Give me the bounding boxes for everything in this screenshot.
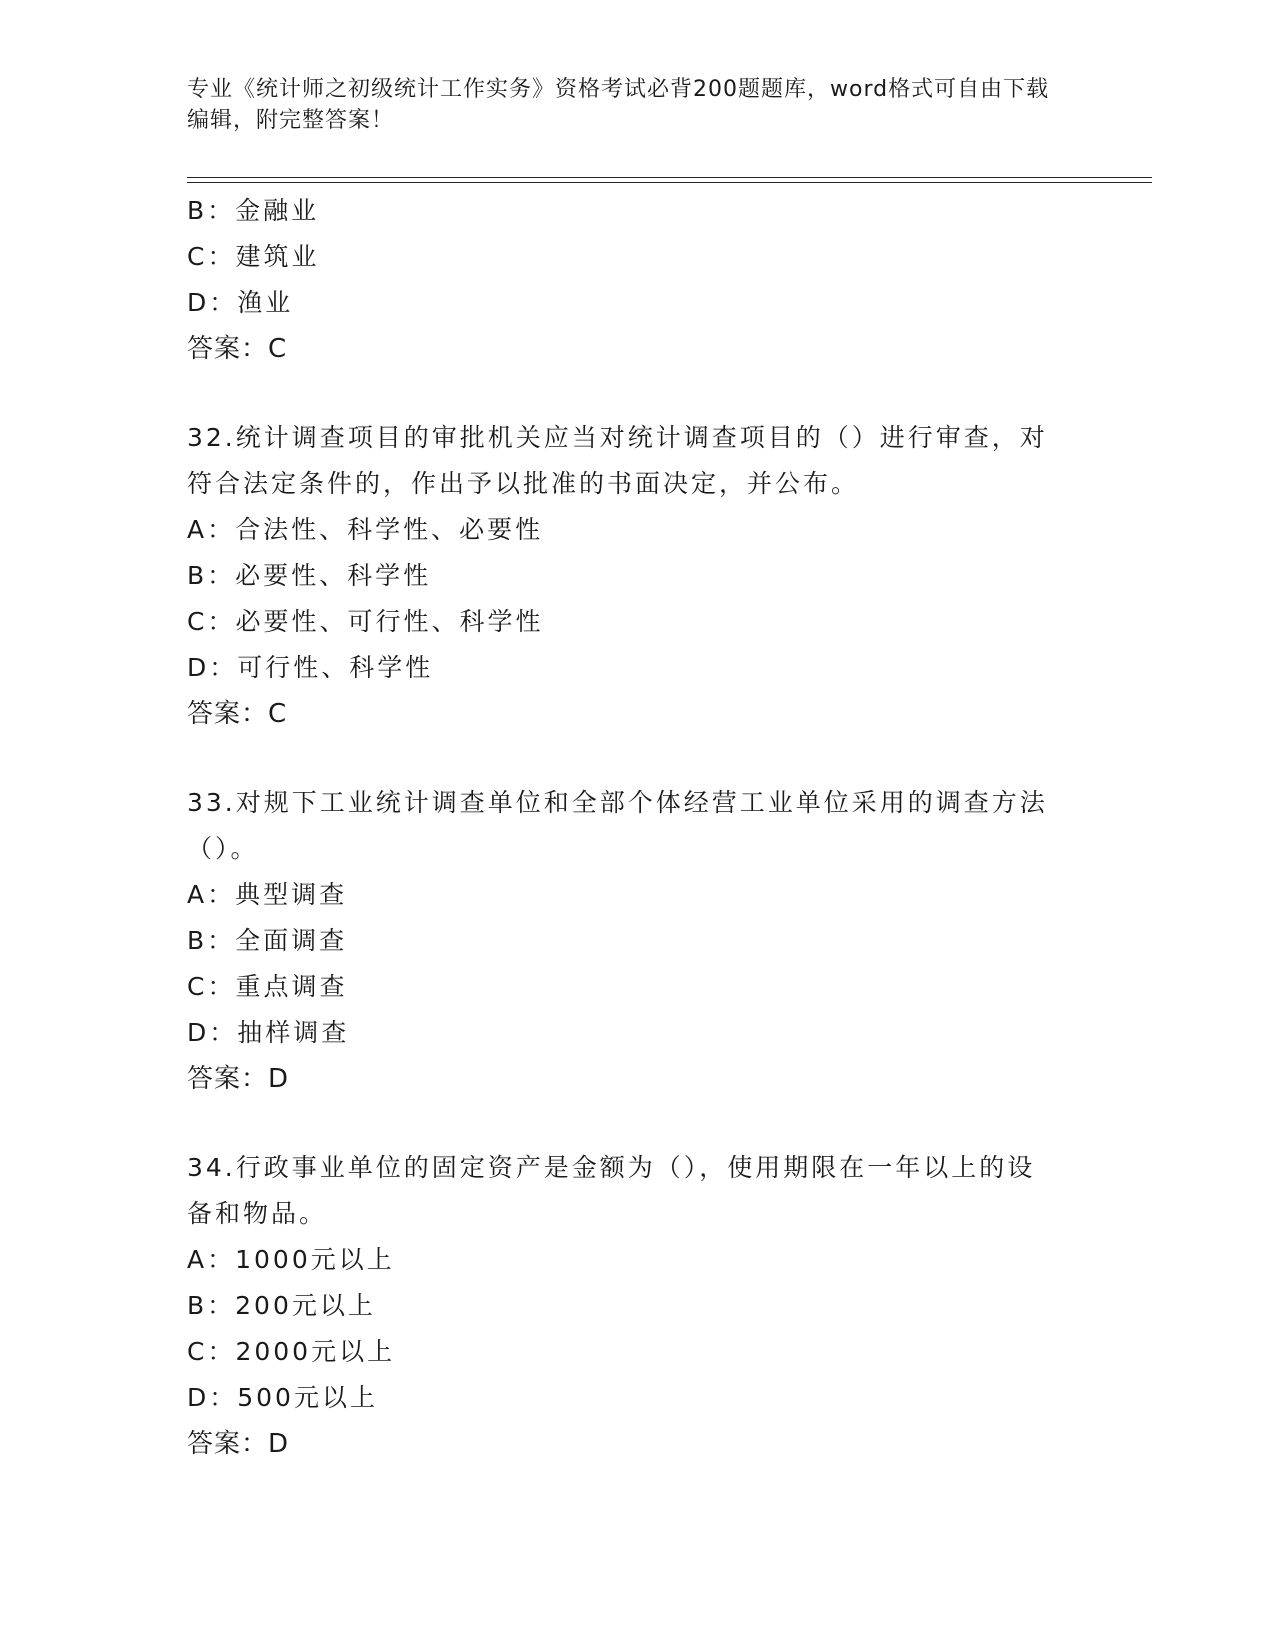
answer-line: 答案：C (187, 334, 288, 364)
page-header: 专业《统计师之初级统计工作实务》资格考试必背200题题库，word格式可自由下载编辑，附完整答案！ (187, 77, 1050, 133)
option-b: B：200元以上 (187, 1291, 376, 1320)
header-rule-bottom (187, 182, 1152, 183)
prev-question (187, 188, 1087, 372)
answer-line: 答案：D (187, 1429, 290, 1459)
question-text-line2: 备和物品。 (187, 1199, 328, 1228)
option-a: A：典型调查 (187, 880, 348, 909)
option-d: D：抽样调查 (187, 1018, 350, 1047)
question-content (187, 188, 1087, 1467)
question-34 (187, 1145, 1087, 1467)
option-b: B：全面调查 (187, 926, 348, 955)
question-text-line1: 34.行政事业单位的固定资产是金额为（），使用期限在一年以上的设 (187, 1153, 1036, 1182)
option-c: C：必要性、可行性、科学性 (187, 607, 544, 636)
answer-line: 答案：D (187, 1064, 290, 1094)
option-d: D：500元以上 (187, 1383, 378, 1412)
question-text-line2: 符合法定条件的，作出予以批准的书面决定，并公布。 (187, 469, 860, 498)
header-rule-top (187, 177, 1152, 178)
option-b: B：必要性、科学性 (187, 561, 432, 590)
option-b: B：金融业 (187, 196, 320, 225)
option-c: C：重点调查 (187, 972, 348, 1001)
option-d: D：渔业 (187, 288, 294, 317)
question-text-line1: 33.对规下工业统计调查单位和全部个体经营工业单位采用的调查方法 (187, 788, 1048, 817)
option-c: C：2000元以上 (187, 1337, 396, 1366)
question-32 (187, 415, 1087, 737)
option-a: A：合法性、科学性、必要性 (187, 515, 544, 544)
answer-line: 答案：C (187, 699, 288, 729)
option-c: C：建筑业 (187, 242, 320, 271)
option-a: A：1000元以上 (187, 1245, 395, 1274)
question-text-line1: 32.统计调查项目的审批机关应当对统计调查项目的（）进行审查，对 (187, 423, 1048, 452)
question-text-line2: （）。 (187, 834, 259, 863)
question-33 (187, 780, 1087, 1102)
option-d: D：可行性、科学性 (187, 653, 434, 682)
